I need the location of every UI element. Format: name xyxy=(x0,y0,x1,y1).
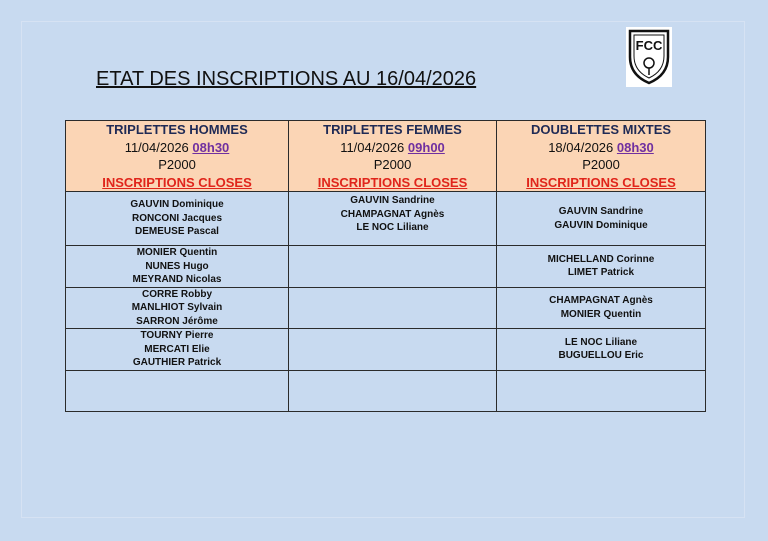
team-cell xyxy=(289,329,497,371)
player-name: GAUVIN Sandrine xyxy=(350,195,435,206)
date-line xyxy=(289,139,496,157)
logo-text: FCC xyxy=(635,38,663,53)
player-name: GAUVIN Sandrine xyxy=(558,206,644,217)
player-name: CHAMPAGNAT Agnès xyxy=(340,208,445,220)
team-cell xyxy=(497,370,706,411)
player-name: CHAMPAGNAT Agnès xyxy=(549,295,653,307)
category-name: TRIPLETTES HOMMES xyxy=(106,122,248,137)
team-cell xyxy=(289,246,497,288)
event-category: P2000 xyxy=(373,157,412,172)
event-date: 18/04/2026 xyxy=(548,139,614,155)
player-name: MONIER Quentin xyxy=(560,308,642,320)
player-name: NUNES Hugo xyxy=(145,260,209,272)
event-date: 11/04/2026 xyxy=(124,139,189,155)
team-cell xyxy=(66,370,289,411)
player-name: MONIER Quentin xyxy=(136,247,218,258)
player-name: BUGUELLOU Eric xyxy=(558,350,644,362)
event-category: P2000 xyxy=(582,157,620,172)
col-header-triplettes-hommes xyxy=(66,121,289,192)
player-name: RONCONI Jacques xyxy=(131,212,223,224)
player-name: GAUVIN Dominique xyxy=(554,219,648,231)
event-time: 08h30 xyxy=(616,139,654,155)
category-name: TRIPLETTES FEMMES xyxy=(323,122,462,137)
event-time: 09h00 xyxy=(407,139,445,155)
table-row xyxy=(66,287,706,329)
team-cell xyxy=(289,192,497,246)
player-name: DEMEUSE Pascal xyxy=(135,226,219,238)
club-logo xyxy=(626,27,672,87)
player-name: LE NOC Liliane xyxy=(564,336,638,348)
status-text: INSCRIPTIONS CLOSES xyxy=(102,174,252,190)
event-category: P2000 xyxy=(158,157,196,172)
category-name: DOUBLETTES MIXTES xyxy=(530,122,672,137)
table-row xyxy=(66,192,706,246)
table-row xyxy=(66,246,706,288)
team-cell xyxy=(66,192,289,246)
table-row xyxy=(66,370,706,411)
player-name: LIMET Patrick xyxy=(567,267,635,279)
header-row xyxy=(66,121,706,192)
player-name: CORRE Robby xyxy=(142,288,212,300)
team-cell xyxy=(497,287,706,329)
team-cell xyxy=(497,246,706,288)
team-cell xyxy=(497,329,706,371)
team-cell xyxy=(289,287,497,329)
player-name: MICHELLAND Corinne xyxy=(547,253,655,265)
date-line xyxy=(497,139,705,157)
registration-table xyxy=(65,120,706,412)
player-name: SARRON Jérôme xyxy=(136,315,218,327)
page-title: ETAT DES INSCRIPTIONS AU 16/04/2026 xyxy=(96,68,477,90)
player-name: TOURNY Pierre xyxy=(140,330,214,341)
player-name: MEYRAND Nicolas xyxy=(132,274,222,285)
team-cell xyxy=(66,246,289,288)
team-cell xyxy=(66,287,289,329)
team-cell xyxy=(66,329,289,371)
player-name: MANLHIOT Sylvain xyxy=(131,302,223,313)
player-name: GAUVIN Dominique xyxy=(130,199,224,211)
event-date: 11/04/2026 xyxy=(340,139,405,155)
team-cell xyxy=(289,370,497,411)
status-text: INSCRIPTIONS CLOSES xyxy=(526,174,676,190)
status-text: INSCRIPTIONS CLOSES xyxy=(317,174,468,190)
player-name: MERCATI Elie xyxy=(144,343,210,355)
player-name: GAUTHIER Patrick xyxy=(132,357,222,368)
player-name: LE NOC Liliane xyxy=(356,222,429,233)
event-time: 08h30 xyxy=(192,139,230,155)
team-cell xyxy=(497,192,706,246)
col-header-doublettes-mixtes xyxy=(497,121,706,192)
col-header-triplettes-femmes xyxy=(289,121,497,192)
date-line xyxy=(66,139,288,157)
table-row xyxy=(66,329,706,371)
